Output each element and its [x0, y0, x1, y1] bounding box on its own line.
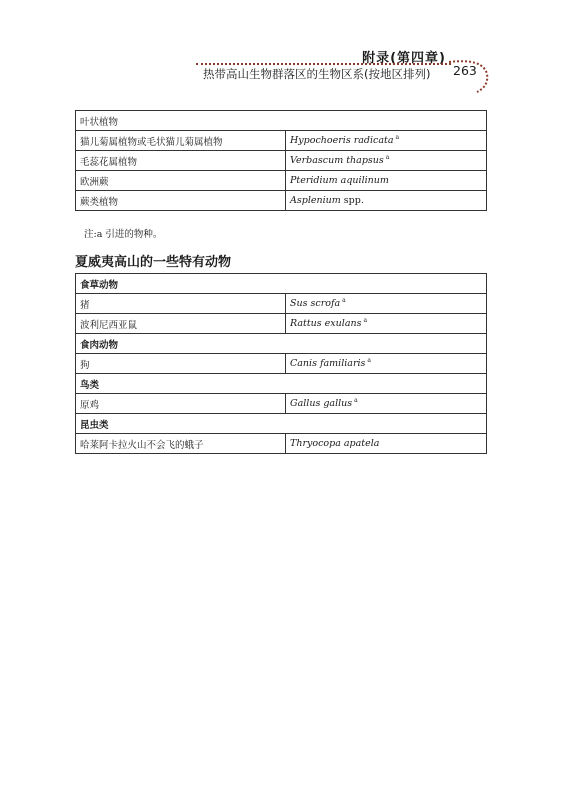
- introduced-species-mark: a: [367, 357, 371, 365]
- animals-table: [75, 273, 487, 454]
- species-row: [76, 294, 487, 314]
- scientific-name-cell: [286, 354, 487, 374]
- species-row: [76, 394, 487, 414]
- common-name: 蕨类植物: [76, 191, 286, 211]
- scientific-name-suffix: spp.: [340, 195, 364, 206]
- page-number: 263: [453, 63, 477, 78]
- common-name: 猫儿菊属植物或毛状猫儿菊属植物: [76, 131, 286, 151]
- category-label: 叶状植物: [76, 111, 487, 131]
- common-name: 原鸡: [76, 394, 286, 414]
- category-label: 食草动物: [76, 274, 487, 294]
- scientific-name: Verbascum thapsus: [290, 155, 384, 167]
- species-row: [76, 354, 487, 374]
- species-row: [76, 434, 487, 454]
- plants-table: [75, 110, 487, 211]
- scientific-name-cell: [286, 191, 487, 211]
- running-header-chapter: 附录(第四章): [362, 51, 446, 66]
- category-label: 食肉动物: [76, 334, 487, 354]
- common-name: 欧洲蕨: [76, 171, 286, 191]
- scientific-name: Pteridium aquilinum: [290, 175, 389, 186]
- scientific-name: Hypochoeris radicata: [290, 135, 394, 147]
- running-header-subtitle: 热带高山生物群落区的生物区系(按地区排列): [203, 67, 431, 81]
- category-row: [76, 274, 487, 294]
- table-footnote: 注:a 引进的物种。: [84, 229, 163, 240]
- introduced-species-mark: a: [385, 154, 390, 162]
- species-row: [76, 314, 487, 334]
- scientific-name: Canis familiaris: [290, 358, 366, 370]
- category-row: [76, 111, 487, 131]
- scientific-name: Rattus exulans: [290, 318, 362, 330]
- common-name: 哈莱阿卡拉火山不会飞的蛾子: [76, 434, 286, 454]
- species-row: [76, 151, 487, 171]
- scientific-name-cell: [286, 314, 487, 334]
- category-label: 鸟类: [76, 374, 487, 394]
- common-name: 波利尼西亚鼠: [76, 314, 286, 334]
- scientific-name-cell: [286, 394, 487, 414]
- common-name: 毛蕊花属植物: [76, 151, 286, 171]
- scientific-name-cell: [286, 151, 487, 171]
- scientific-name: Thryocopa apatela: [290, 438, 380, 449]
- header-dotted-rule: [196, 63, 451, 65]
- section-title: 夏威夷高山的一些特有动物: [75, 255, 232, 270]
- scientific-name-cell: [286, 131, 487, 151]
- species-row: [76, 171, 487, 191]
- introduced-species-mark: a: [363, 317, 368, 325]
- introduced-species-mark: a: [395, 134, 400, 142]
- scientific-name-cell: [286, 434, 487, 454]
- scientific-name-cell: [286, 294, 487, 314]
- common-name: 猪: [76, 294, 286, 314]
- category-row: [76, 374, 487, 394]
- scientific-name: Gallus gallus: [290, 398, 353, 410]
- scientific-name: Sus scrofa: [290, 298, 341, 310]
- category-label: 昆虫类: [76, 414, 487, 434]
- introduced-species-mark: a: [342, 297, 346, 305]
- introduced-species-mark: a: [354, 397, 358, 405]
- category-row: [76, 334, 487, 354]
- species-row: [76, 131, 487, 151]
- category-row: [76, 414, 487, 434]
- scientific-name-cell: [286, 171, 487, 191]
- species-row: [76, 191, 487, 211]
- scientific-name: Asplenium: [290, 195, 341, 206]
- common-name: 狗: [76, 354, 286, 374]
